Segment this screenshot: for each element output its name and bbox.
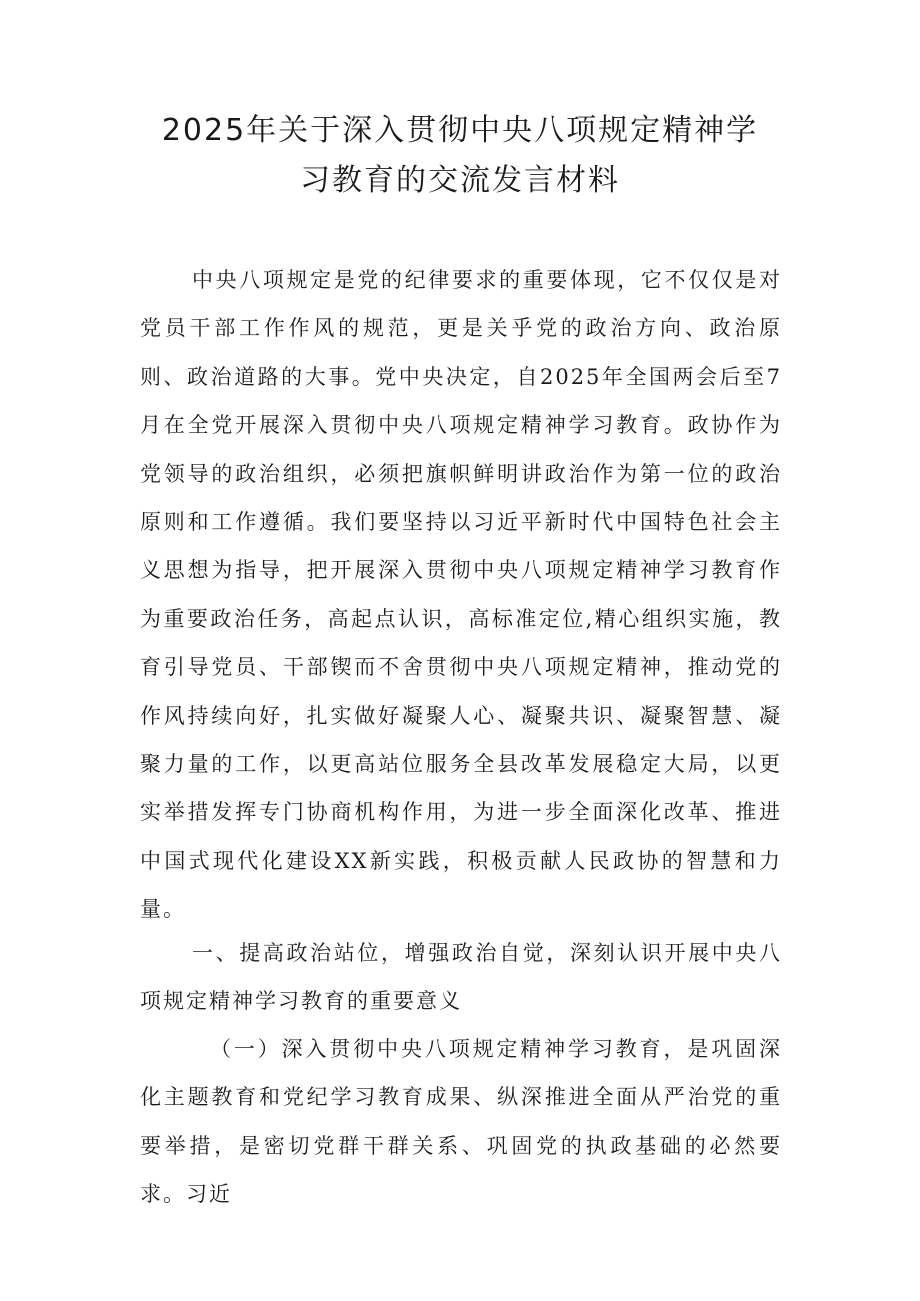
intro-paragraph: 中央八项规定是党的纪律要求的重要体现，它不仅仅是对党员干部工作作风的规范，更是关乎党的政治方向、政治原则、政治道路的大事。党中央决定，自2025年全国两会后至7月在全党开展深入贯彻中央八项规定精神学习教育。政协作为党领导的政治组织，必须把旗帜鲜明讲政治作为第一位的政治原则和工作遵循。我们要坚持以习近平新时代中国特色社会主义思想为指导，把开展深入贯彻中央八项规定精神学习教育作为重要政治任务，高起点认识，高标准定位,精心组织实施，教育引导党员、干部锲而不舍贯彻中央八项规定精神，推动党的作风持续向好，扎实做好凝聚人心、凝聚共识、凝聚智慧、凝聚力量的工作，以更高站位服务全县改革发展稳定大局，以更实举措发挥专门协商机构作用，为进一步全面深化改革、推进中国式现代化建设XX新实践，积极贡献人民政协的智慧和力量。	[140, 268, 782, 922]
section-heading-1: 一、提高政治站位，增强政治自觉，深刻认识开展中央八项规定精神学习教育的重要意义	[140, 941, 782, 1014]
document-title-line-2: 习教育的交流发言材料	[300, 163, 620, 198]
document-title-line-1: 2025年关于深入贯彻中央八项规定精神学	[161, 113, 759, 148]
subsection-paragraph-1: （一）深入贯彻中央八项规定精神学习教育，是巩固深化主题教育和党纪学习教育成果、纵深推进全面从严治党的重要举措，是密切党群干群关系、巩固党的执政基础的必然要求。习近	[140, 1037, 782, 1207]
